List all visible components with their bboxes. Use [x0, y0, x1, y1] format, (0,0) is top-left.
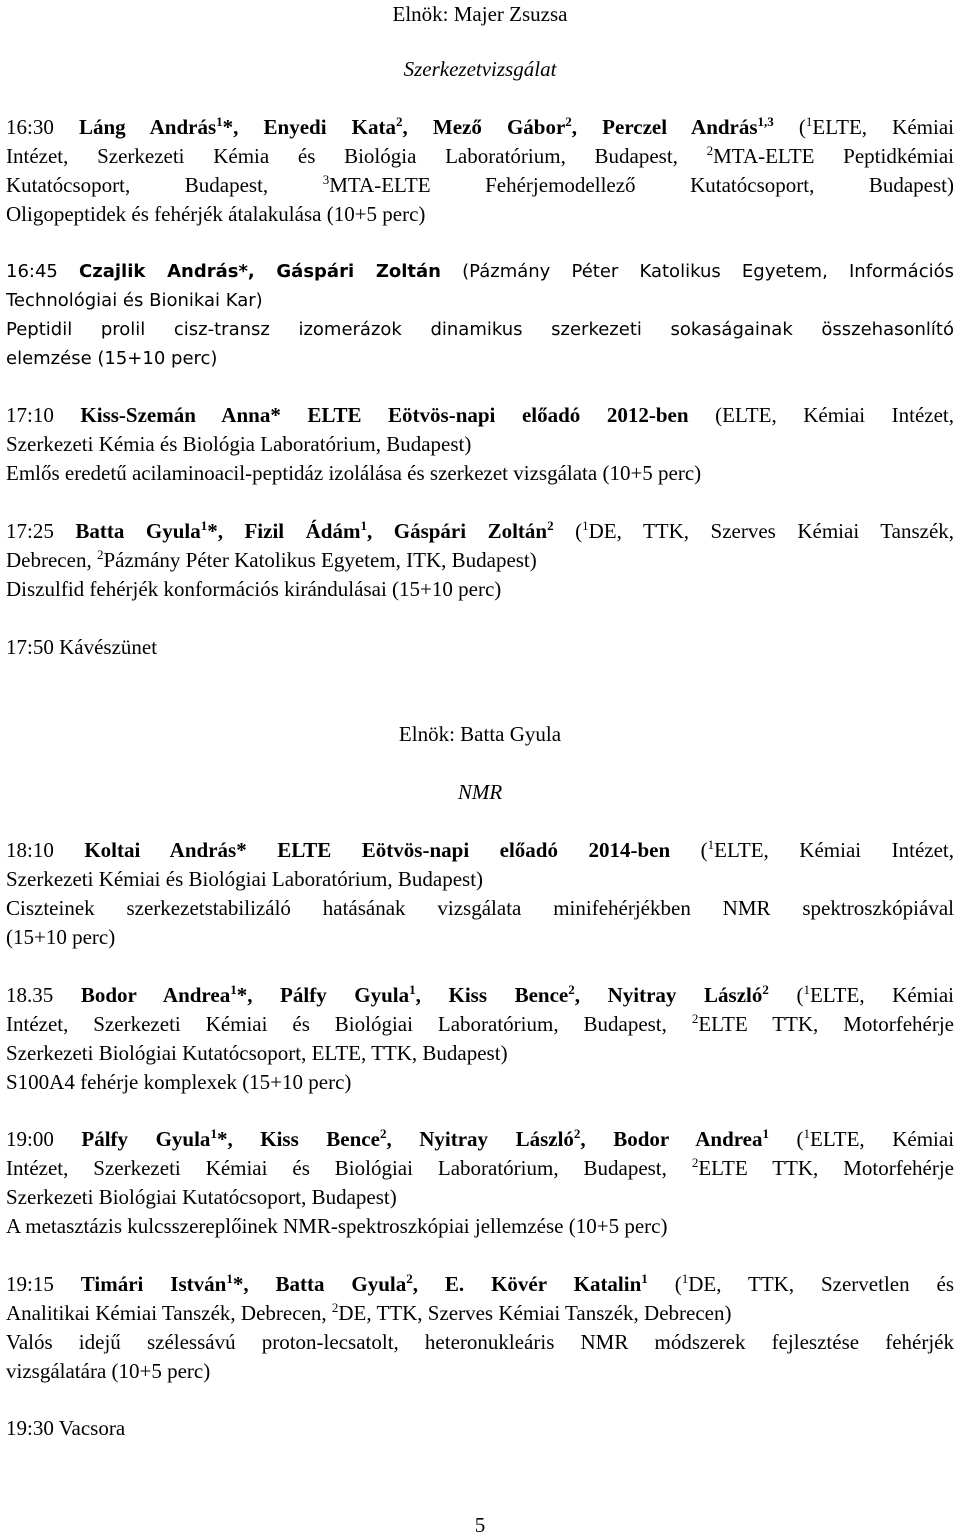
- session-chair: Elnök: Batta Gyula: [398, 722, 562, 746]
- talk-entry: [6, 401, 954, 488]
- talk-affiliation-line: Technológiai és Bionikai Kar): [6, 290, 263, 311]
- talk-affiliation-line: Szerkezeti Biológiai Kutatócsoport, Budapest): [6, 1185, 397, 1209]
- talk-entry: [6, 836, 954, 952]
- talk-affiliation-line: Intézet, Szerkezeti Kémia és Biológia Laboratórium, Budapest, $^2$MTA-ELTE Peptidkémiai: [6, 143, 954, 168]
- talk-affiliation-line: Intézet, Szerkezeti Kémiai és Biológiai Laboratórium, Budapest, $^2$ELTE TTK, Motorfehérje: [6, 1011, 954, 1036]
- session-topic: NMR: [457, 780, 503, 804]
- talk-title: Ciszteinek szerkezetstabilizáló hatásának vizsgálata minifehérjékben NMR spektroszkópiával: [6, 896, 954, 920]
- talk-entry: [6, 981, 954, 1097]
- talk-entry: [6, 1125, 954, 1241]
- talk-authors-line: 17:25 Batta Gyula$^1$*, Fizil Ádám$^1$, Gáspári Zoltán$^2$ ($^1$DE, TTK, Szerves Kémiai Tanszék,: [6, 518, 955, 543]
- talk-authors-line: 17:10 Kiss-Szemán Anna* ELTE Eötvös-napi előadó 2012-ben (ELTE, Kémiai Intézet,: [6, 403, 954, 427]
- talk-authors-line: 16:45 Czajlik András*, Gáspári Zoltán (Pázmány Péter Katolikus Egyetem, Információs: [6, 261, 954, 282]
- talk-authors-line: 16:30 Láng András$^1$*, Enyedi Kata$^2$, Mező Gábor$^2$, Perczel András$^{1,3}$ ($^1$ELTE, Kémiai: [6, 114, 954, 139]
- talk-entry: [6, 113, 954, 229]
- talk-title: A metasztázis kulcsszereplőinek NMR-spektroszkópiai jellemzése (10+5 perc): [6, 1214, 668, 1238]
- talk-title: (15+10 perc): [6, 925, 116, 949]
- dinner: 19:30 Vacsora: [6, 1416, 126, 1440]
- talk-entry: [6, 257, 954, 373]
- talk-entry: [6, 1270, 954, 1386]
- talk-title: elemzése (15+10 perc): [6, 348, 218, 369]
- talk-title: Emlős eredetű acilaminoacil-peptidáz izolálása és szerkezet vizsgálata (10+5 perc): [6, 461, 702, 485]
- talk-entry: [6, 517, 954, 604]
- talk-affiliation-line: Szerkezeti Biológiai Kutatócsoport, ELTE, TTK, Budapest): [6, 1041, 508, 1065]
- talk-affiliation-line: Kutatócsoport, Budapest, $^3$MTA-ELTE Fehérjemodellező Kutatócsoport, Budapest): [6, 172, 955, 197]
- talk-affiliation-line: Szerkezeti Kémiai és Biológiai Laboratórium, Budapest): [6, 867, 484, 891]
- talk-authors-line: 18:10 Koltai András* ELTE Eötvös-napi előadó 2014-ben ($^1$ELTE, Kémiai Intézet,: [6, 837, 954, 862]
- coffee-break: 17:50 Kávészünet: [6, 635, 158, 659]
- session-chair: Elnök: Majer Zsuzsa: [392, 2, 568, 26]
- page-number: 5: [474, 1513, 486, 1537]
- talk-authors-line: 18.35 Bodor Andrea$^1$*, Pálfy Gyula$^1$, Kiss Bence$^2$, Nyitray László$^2$ ($^1$ELTE, Kémiai: [6, 982, 954, 1007]
- talk-title: vizsgálatára (10+5 perc): [6, 1359, 211, 1383]
- talk-title: Oligopeptidek és fehérjék átalakulása (10+5 perc): [6, 202, 426, 226]
- talk-authors-line: 19:15 Timári István$^1$*, Batta Gyula$^2$, E. Kövér Katalin$^1$ ($^1$DE, TTK, Szervetlen és: [6, 1271, 955, 1296]
- talk-affiliation-line: Intézet, Szerkezeti Kémiai és Biológiai Laboratórium, Budapest, $^2$ELTE TTK, Motorfehérje: [6, 1155, 954, 1180]
- session-topic: Szerkezetvizsgálat: [403, 57, 557, 81]
- talk-title: Diszulfid fehérjék konformációs kirándulásai (15+10 perc): [6, 577, 502, 601]
- talk-affiliation-line: Analitikai Kémiai Tanszék, Debrecen, $^2$DE, TTK, Szerves Kémiai Tanszék, Debrecen): [6, 1300, 732, 1325]
- talk-authors-line: 19:00 Pálfy Gyula$^1$*, Kiss Bence$^2$, Nyitray László$^2$, Bodor Andrea$^1$ ($^1$ELTE, Kémiai: [6, 1126, 955, 1151]
- talk-title: Peptidil prolil cisz-transz izomerázok dinamikus szerkezeti sokaságainak összehasonlító: [6, 319, 954, 340]
- talk-affiliation-line: Szerkezeti Kémia és Biológia Laboratórium, Budapest): [6, 432, 472, 456]
- talk-title: S100A4 fehérje komplexek (15+10 perc): [6, 1070, 352, 1094]
- talk-affiliation-line: Debrecen, $^2$Pázmány Péter Katolikus Egyetem, ITK, Budapest): [6, 547, 537, 572]
- talk-title: Valós idejű szélessávú proton-lecsatolt, heteronukleáris NMR módszerek fejlesztése fehérjék: [6, 1330, 954, 1354]
